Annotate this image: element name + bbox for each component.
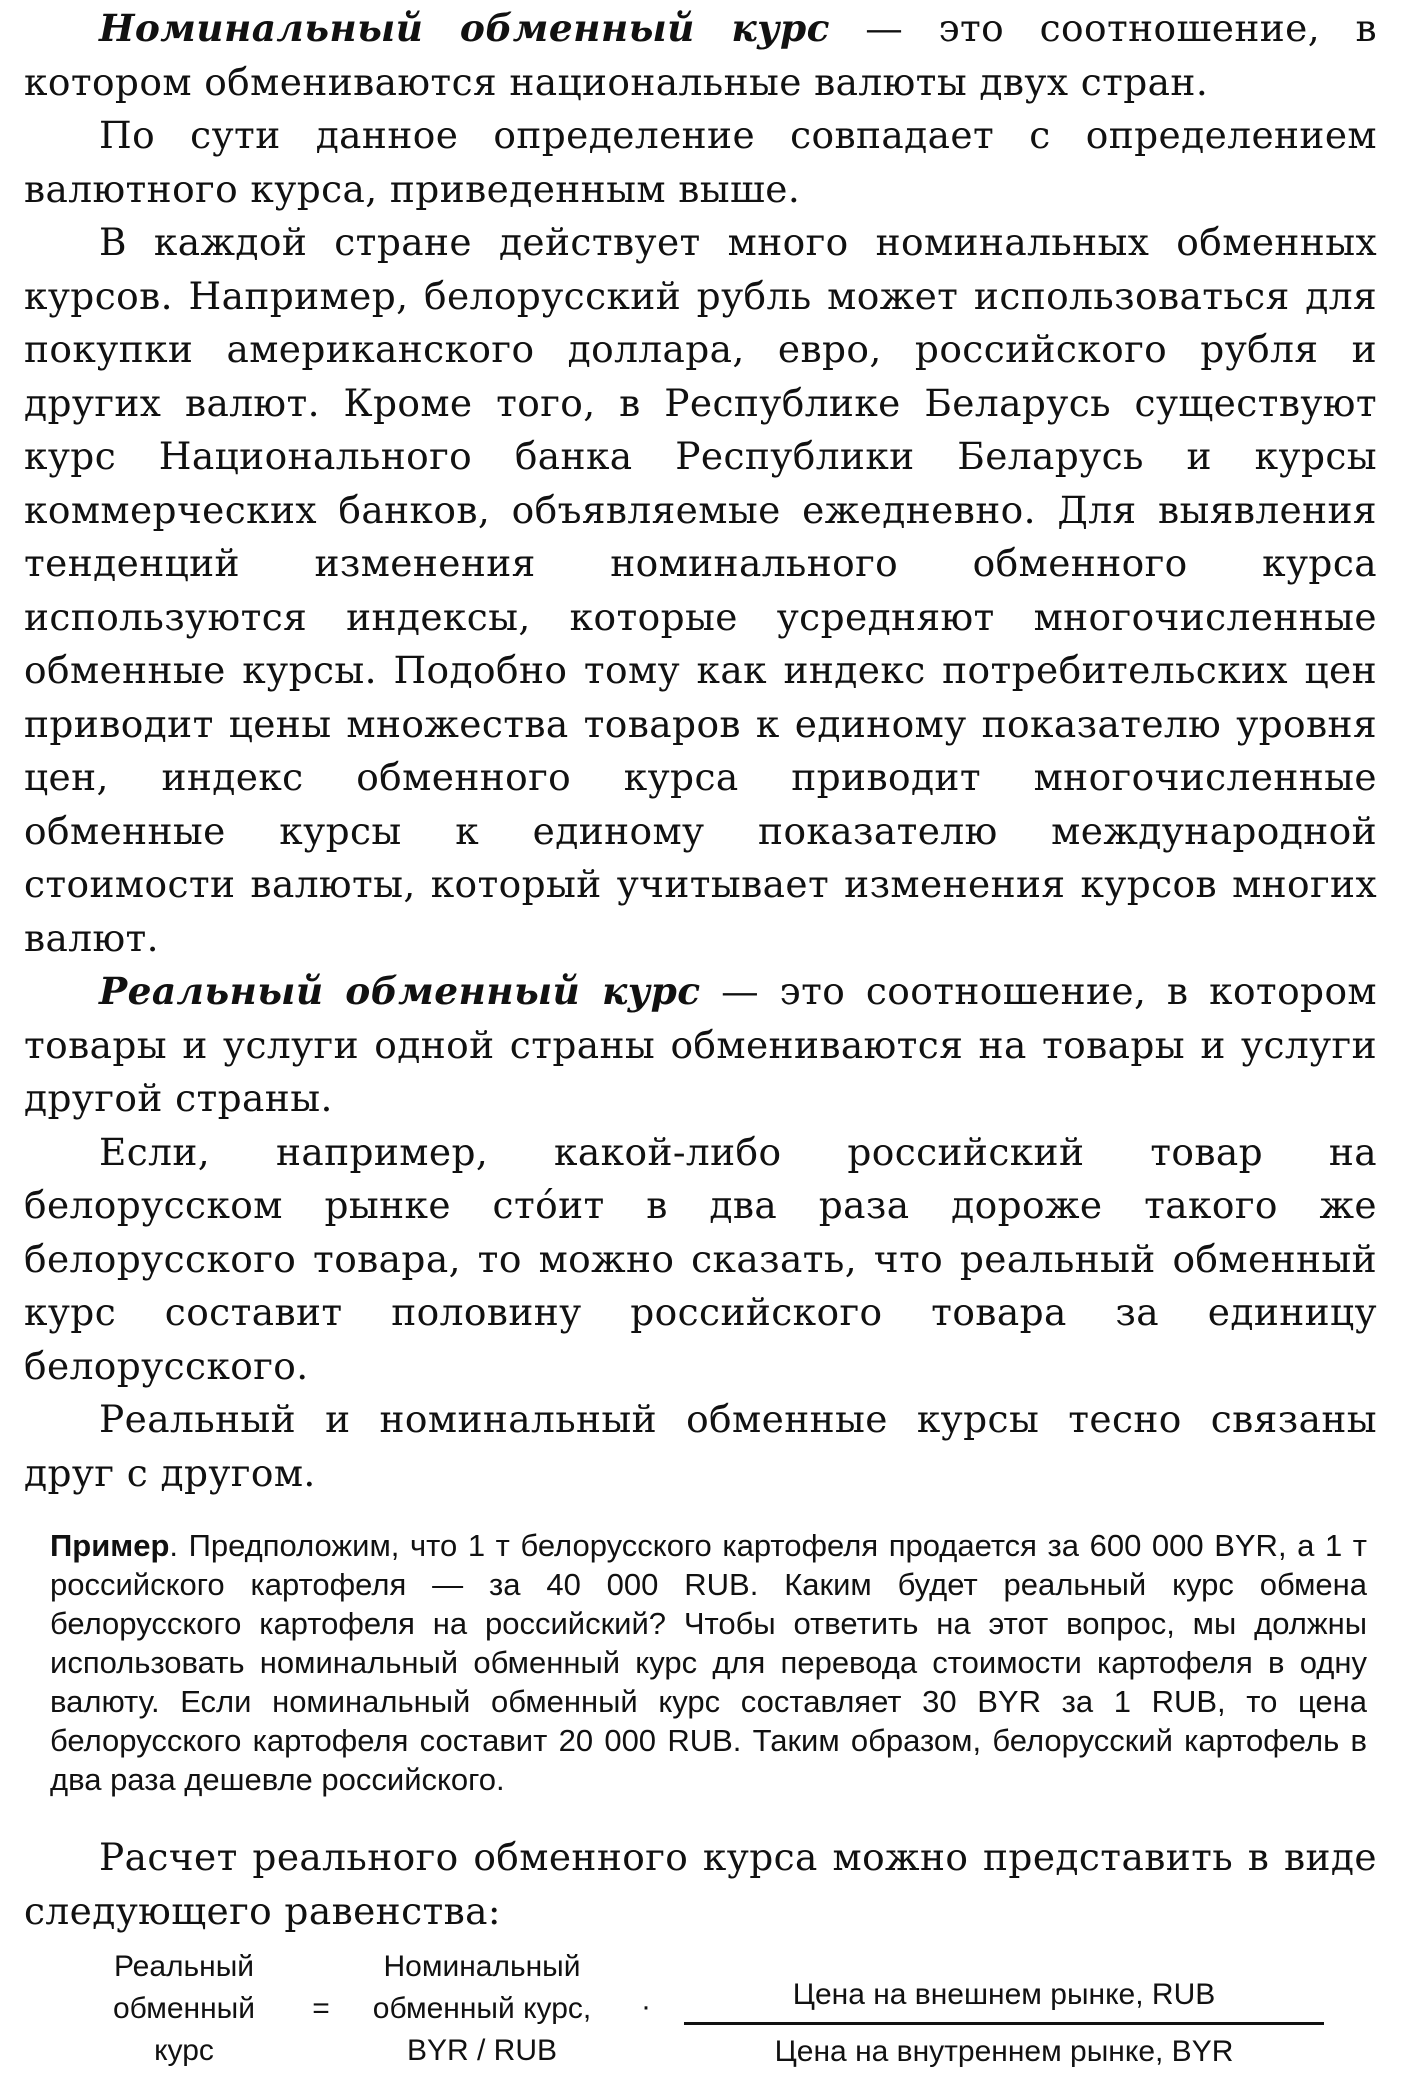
paragraph-real-example: Если, например, какой-либо российский товар на белорусском рынке стóит в два раза дороже такого же белорусского товара, то можно сказать, что реальный обменный курс составит половину российского товара за единицу белорусского. xyxy=(24,1129,1377,1388)
example-label: Пример xyxy=(50,1528,170,1563)
formula-multiply-dot: · xyxy=(641,1990,651,2023)
paragraph-many-rates: В каждой стране действует много номинальных обменных курсов. Например, белорусский рубль может использоваться для покупки американского доллара, евро, российского рубля и других валют. Кроме того, в Республике Беларусь существуют курс Национального банка Республики Беларусь и курсы коммерческих банков, объявляемые ежедневно. Для выявления тенденций изменения номинального обменного курса используются индексы, которые усредняют многочисленные обменные курсы. Подобно тому как индекс потребительских цен приводит цены множества товаров к единому показателю уровня цен, индекс обменного курса приводит многочисленные обменные курсы к единому показателю международной стоимости валюты, который учитывает изменения курсов многих валют. xyxy=(24,220,1377,960)
formula-mid-line: Номинальный xyxy=(383,1950,581,1983)
nominal-definition-text: — это соотношение, в котором обмениваются национальные валюты двух стран. xyxy=(24,6,1377,104)
formula-equals-sign: = xyxy=(312,1992,330,2025)
paragraph-relation: Реальный и номинальный обменные курсы тесно связаны друг с другом. xyxy=(24,1397,1377,1495)
formula-intro xyxy=(24,1831,1377,1938)
real-rate-formula xyxy=(24,1946,1377,2096)
paragraph-nominal-definition xyxy=(24,2,1377,109)
formula-fraction xyxy=(684,1974,1324,2073)
formula-nominal-term xyxy=(342,1946,622,2072)
formula-left-line: курс xyxy=(154,2034,214,2067)
paragraph-formula-intro: Расчет реального обменного курса можно представить в виде следующего равенства: xyxy=(24,1835,1377,1933)
formula-mid-line: обменный курс, xyxy=(372,1992,592,2025)
example-text: . Предположим, что 1 т белорусского картофеля продается за 600 000 BYR, а 1 т российского картофеля — за 40 000 RUB. Каким будет реальный курс обмена белорусского картофеля на российский? Чтобы ответить на этот вопрос, мы должны использовать номинальный обменный курс для перевода стоимости картофеля в одну валюту. Если номинальный обменный курс составляет 30 BYR за 1 RUB, то цена белорусского картофеля составит 20 000 RUB. Таким образом, белорусский картофель в два раза дешевле российского. xyxy=(50,1528,1367,1797)
term-real-rate: Реальный обменный курс xyxy=(99,969,701,1013)
term-nominal-rate: Номинальный обменный курс xyxy=(99,6,830,50)
formula-left-line: Реальный xyxy=(113,1950,255,1983)
real-definition-text: — это соотношение, в котором товары и услуги одной страны обмениваются на товары и услуги другой страны. xyxy=(24,969,1377,1120)
fraction-bar xyxy=(684,2022,1324,2025)
formula-numerator: Цена на внешнем рынке, RUB xyxy=(792,1978,1216,2011)
formula-left-line: обменный xyxy=(113,1992,255,2025)
paragraph-definition-note: По сути данное определение совпадает с определением валютного курса, приведенным выше. xyxy=(24,113,1377,211)
main-text xyxy=(24,2,1377,1500)
formula-left-term xyxy=(84,1946,284,2072)
formula-denominator: Цена на внутреннем рынке, BYR xyxy=(774,2035,1234,2068)
paragraph-real-definition xyxy=(24,965,1377,1126)
example-box xyxy=(38,1526,1367,1799)
formula-mid-line: BYR / RUB xyxy=(406,2034,558,2067)
